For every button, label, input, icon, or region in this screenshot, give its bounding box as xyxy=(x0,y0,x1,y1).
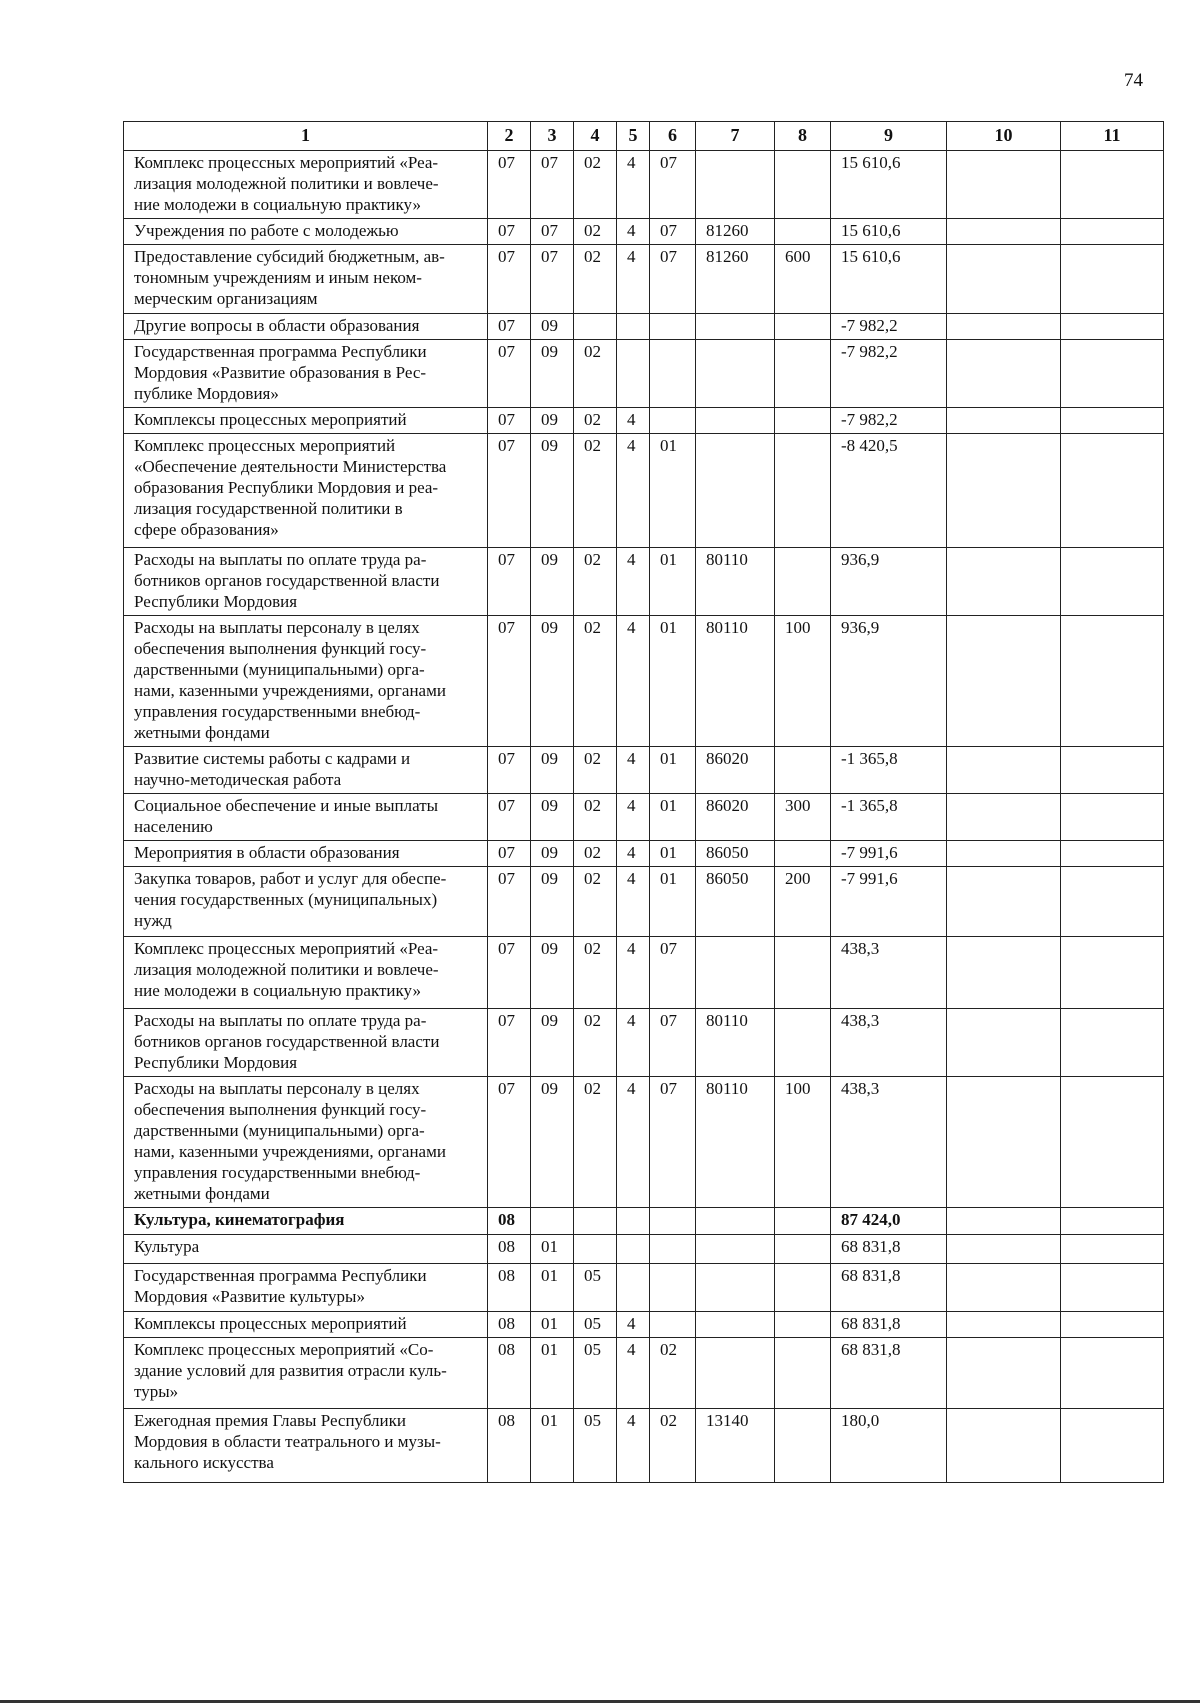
row-cell-col-5 xyxy=(617,314,650,340)
row-cell-col-7: 80110 xyxy=(696,1077,775,1208)
row-cell-col-5 xyxy=(617,340,650,408)
row-cell-col-2: 08 xyxy=(488,1264,531,1312)
row-cell-col-5: 4 xyxy=(617,747,650,794)
row-cell-col-2: 07 xyxy=(488,548,531,616)
row-cell-col-9: 438,3 xyxy=(831,937,947,1009)
row-cell-col-11 xyxy=(1061,747,1164,794)
row-cell-col-9: 936,9 xyxy=(831,548,947,616)
row-cell-col-5: 4 xyxy=(617,1312,650,1338)
row-cell-col-8: 100 xyxy=(775,616,831,747)
row-cell-col-4: 02 xyxy=(574,937,617,1009)
table-row xyxy=(124,434,1164,548)
row-cell-col-6: 07 xyxy=(650,219,696,245)
row-description: Другие вопросы в области образования xyxy=(124,314,488,340)
row-cell-col-3: 09 xyxy=(531,616,574,747)
row-cell-col-5: 4 xyxy=(617,434,650,548)
table-row xyxy=(124,841,1164,867)
table-row xyxy=(124,1338,1164,1409)
row-cell-col-7 xyxy=(696,151,775,219)
row-cell-col-11 xyxy=(1061,867,1164,937)
row-cell-col-8 xyxy=(775,1338,831,1409)
row-description: Комплекс процессных мероприятий «Реа- лизация молодежной политики и вовлече- ние молодежи в социальную практику» xyxy=(124,151,488,219)
row-cell-col-8 xyxy=(775,219,831,245)
row-cell-col-2: 07 xyxy=(488,408,531,434)
row-description: Комплекс процессных мероприятий «Реа- лизация молодежной политики и вовлече- ние молодежи в социальную практику» xyxy=(124,937,488,1009)
row-cell-col-7: 81260 xyxy=(696,219,775,245)
row-cell-col-7: 80110 xyxy=(696,1009,775,1077)
header-cell: 3 xyxy=(531,122,574,151)
row-cell-col-6: 01 xyxy=(650,434,696,548)
header-cell: 9 xyxy=(831,122,947,151)
row-cell-col-9: 68 831,8 xyxy=(831,1338,947,1409)
row-cell-col-4: 05 xyxy=(574,1312,617,1338)
row-cell-col-9: 180,0 xyxy=(831,1409,947,1483)
row-cell-col-6: 01 xyxy=(650,616,696,747)
row-cell-col-5: 4 xyxy=(617,867,650,937)
row-cell-col-5: 4 xyxy=(617,1077,650,1208)
row-cell-col-5: 4 xyxy=(617,794,650,841)
table-row xyxy=(124,219,1164,245)
row-cell-col-2: 07 xyxy=(488,937,531,1009)
row-cell-col-6: 07 xyxy=(650,937,696,1009)
row-cell-col-11 xyxy=(1061,794,1164,841)
row-cell-col-10 xyxy=(947,548,1061,616)
row-cell-col-8 xyxy=(775,151,831,219)
row-cell-col-6 xyxy=(650,1312,696,1338)
header-cell: 11 xyxy=(1061,122,1164,151)
row-cell-col-10 xyxy=(947,1338,1061,1409)
row-cell-col-5: 4 xyxy=(617,219,650,245)
row-cell-col-2: 07 xyxy=(488,151,531,219)
row-cell-col-10 xyxy=(947,841,1061,867)
row-cell-col-8 xyxy=(775,1264,831,1312)
row-cell-col-10 xyxy=(947,245,1061,314)
row-cell-col-5: 4 xyxy=(617,548,650,616)
row-description: Расходы на выплаты по оплате труда ра- ботников органов государственной власти Республики Мордовия xyxy=(124,548,488,616)
row-cell-col-5: 4 xyxy=(617,1338,650,1409)
row-cell-col-5 xyxy=(617,1235,650,1264)
row-cell-col-2: 07 xyxy=(488,1009,531,1077)
row-cell-col-10 xyxy=(947,340,1061,408)
row-cell-col-2: 07 xyxy=(488,867,531,937)
row-cell-col-11 xyxy=(1061,340,1164,408)
row-cell-col-2: 07 xyxy=(488,219,531,245)
table-row xyxy=(124,340,1164,408)
row-description: Предоставление субсидий бюджетным, ав- тономным учреждениям и иным неком- мерческим организациям xyxy=(124,245,488,314)
row-cell-col-6 xyxy=(650,340,696,408)
row-cell-col-10 xyxy=(947,314,1061,340)
row-cell-col-4: 02 xyxy=(574,1077,617,1208)
row-cell-col-4: 02 xyxy=(574,434,617,548)
row-cell-col-8: 200 xyxy=(775,867,831,937)
row-cell-col-8 xyxy=(775,314,831,340)
row-description: Комплекс процессных мероприятий «Обеспечение деятельности Министерства образования Республики Мордовия и реа- лизация государственной политики в сфере образования» xyxy=(124,434,488,548)
row-cell-col-8 xyxy=(775,408,831,434)
row-description: Расходы на выплаты персоналу в целях обеспечения выполнения функций госу- дарственными (муниципальными) орга- нами, казенными учреждениями, органами управления государственными внебюд- жетными фондами xyxy=(124,616,488,747)
row-cell-col-11 xyxy=(1061,616,1164,747)
row-cell-col-4: 02 xyxy=(574,747,617,794)
row-cell-col-4: 02 xyxy=(574,245,617,314)
row-cell-col-9: 438,3 xyxy=(831,1077,947,1208)
row-description: Комплекс процессных мероприятий «Со- здание условий для развития отрасли куль- туры» xyxy=(124,1338,488,1409)
table-row xyxy=(124,937,1164,1009)
row-cell-col-7 xyxy=(696,340,775,408)
row-cell-col-5: 4 xyxy=(617,841,650,867)
row-cell-col-6 xyxy=(650,314,696,340)
row-description: Учреждения по работе с молодежью xyxy=(124,219,488,245)
row-cell-col-5: 4 xyxy=(617,1009,650,1077)
row-cell-col-9: -7 991,6 xyxy=(831,867,947,937)
row-cell-col-7: 13140 xyxy=(696,1409,775,1483)
row-cell-col-11 xyxy=(1061,1338,1164,1409)
row-cell-col-3: 01 xyxy=(531,1338,574,1409)
row-cell-col-7: 80110 xyxy=(696,548,775,616)
row-cell-col-5: 4 xyxy=(617,408,650,434)
row-cell-col-6: 07 xyxy=(650,245,696,314)
row-cell-col-4: 02 xyxy=(574,616,617,747)
table-row xyxy=(124,794,1164,841)
row-cell-col-6: 07 xyxy=(650,1009,696,1077)
row-cell-col-11 xyxy=(1061,841,1164,867)
row-cell-col-3: 01 xyxy=(531,1409,574,1483)
row-cell-col-8 xyxy=(775,1235,831,1264)
row-cell-col-11 xyxy=(1061,548,1164,616)
row-cell-col-8 xyxy=(775,1312,831,1338)
row-cell-col-9: 15 610,6 xyxy=(831,219,947,245)
row-cell-col-9: 15 610,6 xyxy=(831,151,947,219)
row-cell-col-11 xyxy=(1061,1235,1164,1264)
table-row xyxy=(124,1009,1164,1077)
row-cell-col-3: 07 xyxy=(531,219,574,245)
row-cell-col-7: 80110 xyxy=(696,616,775,747)
row-cell-col-10 xyxy=(947,1009,1061,1077)
row-cell-col-11 xyxy=(1061,1077,1164,1208)
row-cell-col-8: 600 xyxy=(775,245,831,314)
row-cell-col-10 xyxy=(947,1409,1061,1483)
row-description: Культура, кинематография xyxy=(124,1208,488,1235)
row-cell-col-6 xyxy=(650,1264,696,1312)
row-cell-col-4: 02 xyxy=(574,340,617,408)
row-cell-col-3: 09 xyxy=(531,937,574,1009)
row-cell-col-9: 68 831,8 xyxy=(831,1312,947,1338)
row-cell-col-10 xyxy=(947,747,1061,794)
header-cell: 8 xyxy=(775,122,831,151)
table-row xyxy=(124,1312,1164,1338)
table-row xyxy=(124,1409,1164,1483)
page-number: 74 xyxy=(1124,70,1143,91)
row-cell-col-6 xyxy=(650,1235,696,1264)
row-description: Культура xyxy=(124,1235,488,1264)
row-description: Закупка товаров, работ и услуг для обеспе- чения государственных (муниципальных) нужд xyxy=(124,867,488,937)
row-description: Государственная программа Республики Мордовия «Развитие культуры» xyxy=(124,1264,488,1312)
row-cell-col-2: 07 xyxy=(488,794,531,841)
row-cell-col-11 xyxy=(1061,1264,1164,1312)
row-cell-col-11 xyxy=(1061,1208,1164,1235)
row-cell-col-6: 02 xyxy=(650,1409,696,1483)
row-cell-col-7: 86050 xyxy=(696,867,775,937)
row-cell-col-8 xyxy=(775,747,831,794)
row-description: Расходы на выплаты по оплате труда ра- ботников органов государственной власти Республики Мордовия xyxy=(124,1009,488,1077)
row-cell-col-4: 02 xyxy=(574,151,617,219)
row-cell-col-8: 100 xyxy=(775,1077,831,1208)
row-cell-col-4 xyxy=(574,314,617,340)
row-cell-col-9: 936,9 xyxy=(831,616,947,747)
row-cell-col-6: 01 xyxy=(650,794,696,841)
row-cell-col-5: 4 xyxy=(617,151,650,219)
row-cell-col-3: 09 xyxy=(531,340,574,408)
row-cell-col-3: 09 xyxy=(531,841,574,867)
row-cell-col-2: 08 xyxy=(488,1312,531,1338)
row-cell-col-3: 09 xyxy=(531,747,574,794)
table-row xyxy=(124,1208,1164,1235)
table-body xyxy=(124,151,1164,1483)
row-cell-col-7 xyxy=(696,1235,775,1264)
row-cell-col-6: 07 xyxy=(650,1077,696,1208)
row-cell-col-11 xyxy=(1061,937,1164,1009)
row-description: Ежегодная премия Главы Республики Мордовия в области театрального и музы- кального искусства xyxy=(124,1409,488,1483)
row-cell-col-8 xyxy=(775,548,831,616)
table-row xyxy=(124,867,1164,937)
table-row xyxy=(124,151,1164,219)
row-cell-col-5: 4 xyxy=(617,1409,650,1483)
row-description: Социальное обеспечение и иные выплаты населению xyxy=(124,794,488,841)
row-cell-col-8 xyxy=(775,1208,831,1235)
row-cell-col-3: 01 xyxy=(531,1312,574,1338)
row-cell-col-3: 09 xyxy=(531,867,574,937)
row-cell-col-6 xyxy=(650,1208,696,1235)
table-row xyxy=(124,616,1164,747)
row-cell-col-9: 15 610,6 xyxy=(831,245,947,314)
row-description: Мероприятия в области образования xyxy=(124,841,488,867)
row-cell-col-3: 07 xyxy=(531,151,574,219)
row-cell-col-11 xyxy=(1061,1409,1164,1483)
row-cell-col-11 xyxy=(1061,219,1164,245)
row-cell-col-4: 02 xyxy=(574,219,617,245)
row-cell-col-5 xyxy=(617,1264,650,1312)
table-row xyxy=(124,314,1164,340)
row-cell-col-2: 07 xyxy=(488,245,531,314)
row-cell-col-2: 07 xyxy=(488,434,531,548)
row-cell-col-11 xyxy=(1061,151,1164,219)
row-cell-col-5: 4 xyxy=(617,245,650,314)
row-cell-col-7 xyxy=(696,314,775,340)
row-cell-col-10 xyxy=(947,1077,1061,1208)
row-cell-col-9: -8 420,5 xyxy=(831,434,947,548)
row-cell-col-10 xyxy=(947,1312,1061,1338)
table-row xyxy=(124,747,1164,794)
row-cell-col-2: 08 xyxy=(488,1338,531,1409)
row-cell-col-10 xyxy=(947,151,1061,219)
row-cell-col-4 xyxy=(574,1208,617,1235)
row-description: Государственная программа Республики Мордовия «Развитие образования в Рес- публике Мордовия» xyxy=(124,340,488,408)
header-cell: 5 xyxy=(617,122,650,151)
row-cell-col-2: 07 xyxy=(488,314,531,340)
row-cell-col-11 xyxy=(1061,434,1164,548)
scan-edge-line xyxy=(0,1700,1200,1703)
row-cell-col-9: -1 365,8 xyxy=(831,794,947,841)
header-cell: 7 xyxy=(696,122,775,151)
row-cell-col-10 xyxy=(947,867,1061,937)
row-cell-col-8: 300 xyxy=(775,794,831,841)
row-cell-col-3: 01 xyxy=(531,1235,574,1264)
row-cell-col-9: 87 424,0 xyxy=(831,1208,947,1235)
row-cell-col-2: 07 xyxy=(488,841,531,867)
row-cell-col-4 xyxy=(574,1235,617,1264)
row-description: Развитие системы работы с кадрами и научно-методическая работа xyxy=(124,747,488,794)
row-cell-col-6 xyxy=(650,408,696,434)
row-cell-col-6: 01 xyxy=(650,747,696,794)
row-cell-col-3: 09 xyxy=(531,794,574,841)
row-cell-col-10 xyxy=(947,1264,1061,1312)
row-cell-col-9: -7 982,2 xyxy=(831,340,947,408)
table-row xyxy=(124,408,1164,434)
row-cell-col-3: 01 xyxy=(531,1264,574,1312)
row-cell-col-10 xyxy=(947,434,1061,548)
row-cell-col-6: 01 xyxy=(650,867,696,937)
header-cell: 1 xyxy=(124,122,488,151)
row-cell-col-7 xyxy=(696,1338,775,1409)
row-cell-col-4: 05 xyxy=(574,1264,617,1312)
row-cell-col-3: 09 xyxy=(531,1077,574,1208)
row-cell-col-3 xyxy=(531,1208,574,1235)
row-cell-col-8 xyxy=(775,841,831,867)
table-row xyxy=(124,1264,1164,1312)
row-cell-col-2: 07 xyxy=(488,616,531,747)
row-cell-col-7 xyxy=(696,1208,775,1235)
row-cell-col-10 xyxy=(947,219,1061,245)
header-row xyxy=(124,122,1164,151)
table-row xyxy=(124,548,1164,616)
row-cell-col-10 xyxy=(947,794,1061,841)
budget-table xyxy=(123,121,1164,1483)
row-cell-col-6: 01 xyxy=(650,548,696,616)
row-cell-col-5: 4 xyxy=(617,616,650,747)
row-cell-col-2: 08 xyxy=(488,1235,531,1264)
row-cell-col-3: 09 xyxy=(531,408,574,434)
header-cell: 10 xyxy=(947,122,1061,151)
row-cell-col-9: 68 831,8 xyxy=(831,1264,947,1312)
row-cell-col-7: 81260 xyxy=(696,245,775,314)
row-cell-col-7 xyxy=(696,937,775,1009)
row-cell-col-3: 09 xyxy=(531,1009,574,1077)
row-cell-col-9: -7 991,6 xyxy=(831,841,947,867)
row-cell-col-10 xyxy=(947,937,1061,1009)
header-cell: 6 xyxy=(650,122,696,151)
row-cell-col-6: 07 xyxy=(650,151,696,219)
row-cell-col-4: 02 xyxy=(574,548,617,616)
row-cell-col-8 xyxy=(775,340,831,408)
row-cell-col-7: 86020 xyxy=(696,747,775,794)
row-cell-col-10 xyxy=(947,616,1061,747)
row-description: Комплексы процессных мероприятий xyxy=(124,408,488,434)
row-cell-col-7 xyxy=(696,434,775,548)
row-cell-col-9: -1 365,8 xyxy=(831,747,947,794)
row-cell-col-2: 07 xyxy=(488,1077,531,1208)
row-cell-col-11 xyxy=(1061,1312,1164,1338)
row-cell-col-11 xyxy=(1061,408,1164,434)
row-cell-col-9: 438,3 xyxy=(831,1009,947,1077)
row-cell-col-6: 02 xyxy=(650,1338,696,1409)
row-cell-col-2: 07 xyxy=(488,340,531,408)
row-cell-col-3: 09 xyxy=(531,314,574,340)
row-cell-col-8 xyxy=(775,937,831,1009)
row-cell-col-4: 05 xyxy=(574,1338,617,1409)
row-cell-col-11 xyxy=(1061,314,1164,340)
row-cell-col-7 xyxy=(696,1312,775,1338)
row-cell-col-4: 02 xyxy=(574,841,617,867)
row-cell-col-7 xyxy=(696,1264,775,1312)
table-row xyxy=(124,1077,1164,1208)
row-cell-col-7 xyxy=(696,408,775,434)
row-cell-col-9: -7 982,2 xyxy=(831,314,947,340)
table-row xyxy=(124,245,1164,314)
row-cell-col-5: 4 xyxy=(617,937,650,1009)
row-cell-col-3: 09 xyxy=(531,434,574,548)
row-cell-col-7: 86020 xyxy=(696,794,775,841)
row-cell-col-8 xyxy=(775,434,831,548)
row-cell-col-10 xyxy=(947,1208,1061,1235)
row-description: Комплексы процессных мероприятий xyxy=(124,1312,488,1338)
row-cell-col-9: 68 831,8 xyxy=(831,1235,947,1264)
row-cell-col-9: -7 982,2 xyxy=(831,408,947,434)
header-cell: 2 xyxy=(488,122,531,151)
row-cell-col-4: 05 xyxy=(574,1409,617,1483)
row-cell-col-3: 07 xyxy=(531,245,574,314)
row-cell-col-8 xyxy=(775,1409,831,1483)
row-cell-col-10 xyxy=(947,408,1061,434)
row-cell-col-4: 02 xyxy=(574,1009,617,1077)
table-row xyxy=(124,1235,1164,1264)
row-cell-col-2: 08 xyxy=(488,1409,531,1483)
row-cell-col-4: 02 xyxy=(574,408,617,434)
row-cell-col-8 xyxy=(775,1009,831,1077)
row-cell-col-5 xyxy=(617,1208,650,1235)
row-cell-col-11 xyxy=(1061,245,1164,314)
row-cell-col-4: 02 xyxy=(574,794,617,841)
row-cell-col-2: 08 xyxy=(488,1208,531,1235)
row-cell-col-7: 86050 xyxy=(696,841,775,867)
row-cell-col-6: 01 xyxy=(650,841,696,867)
row-description: Расходы на выплаты персоналу в целях обеспечения выполнения функций госу- дарственными (муниципальными) орга- нами, казенными учреждениями, органами управления государственными внебюд- жетными фондами xyxy=(124,1077,488,1208)
row-cell-col-11 xyxy=(1061,1009,1164,1077)
row-cell-col-10 xyxy=(947,1235,1061,1264)
row-cell-col-3: 09 xyxy=(531,548,574,616)
row-cell-col-2: 07 xyxy=(488,747,531,794)
header-cell: 4 xyxy=(574,122,617,151)
row-cell-col-4: 02 xyxy=(574,867,617,937)
